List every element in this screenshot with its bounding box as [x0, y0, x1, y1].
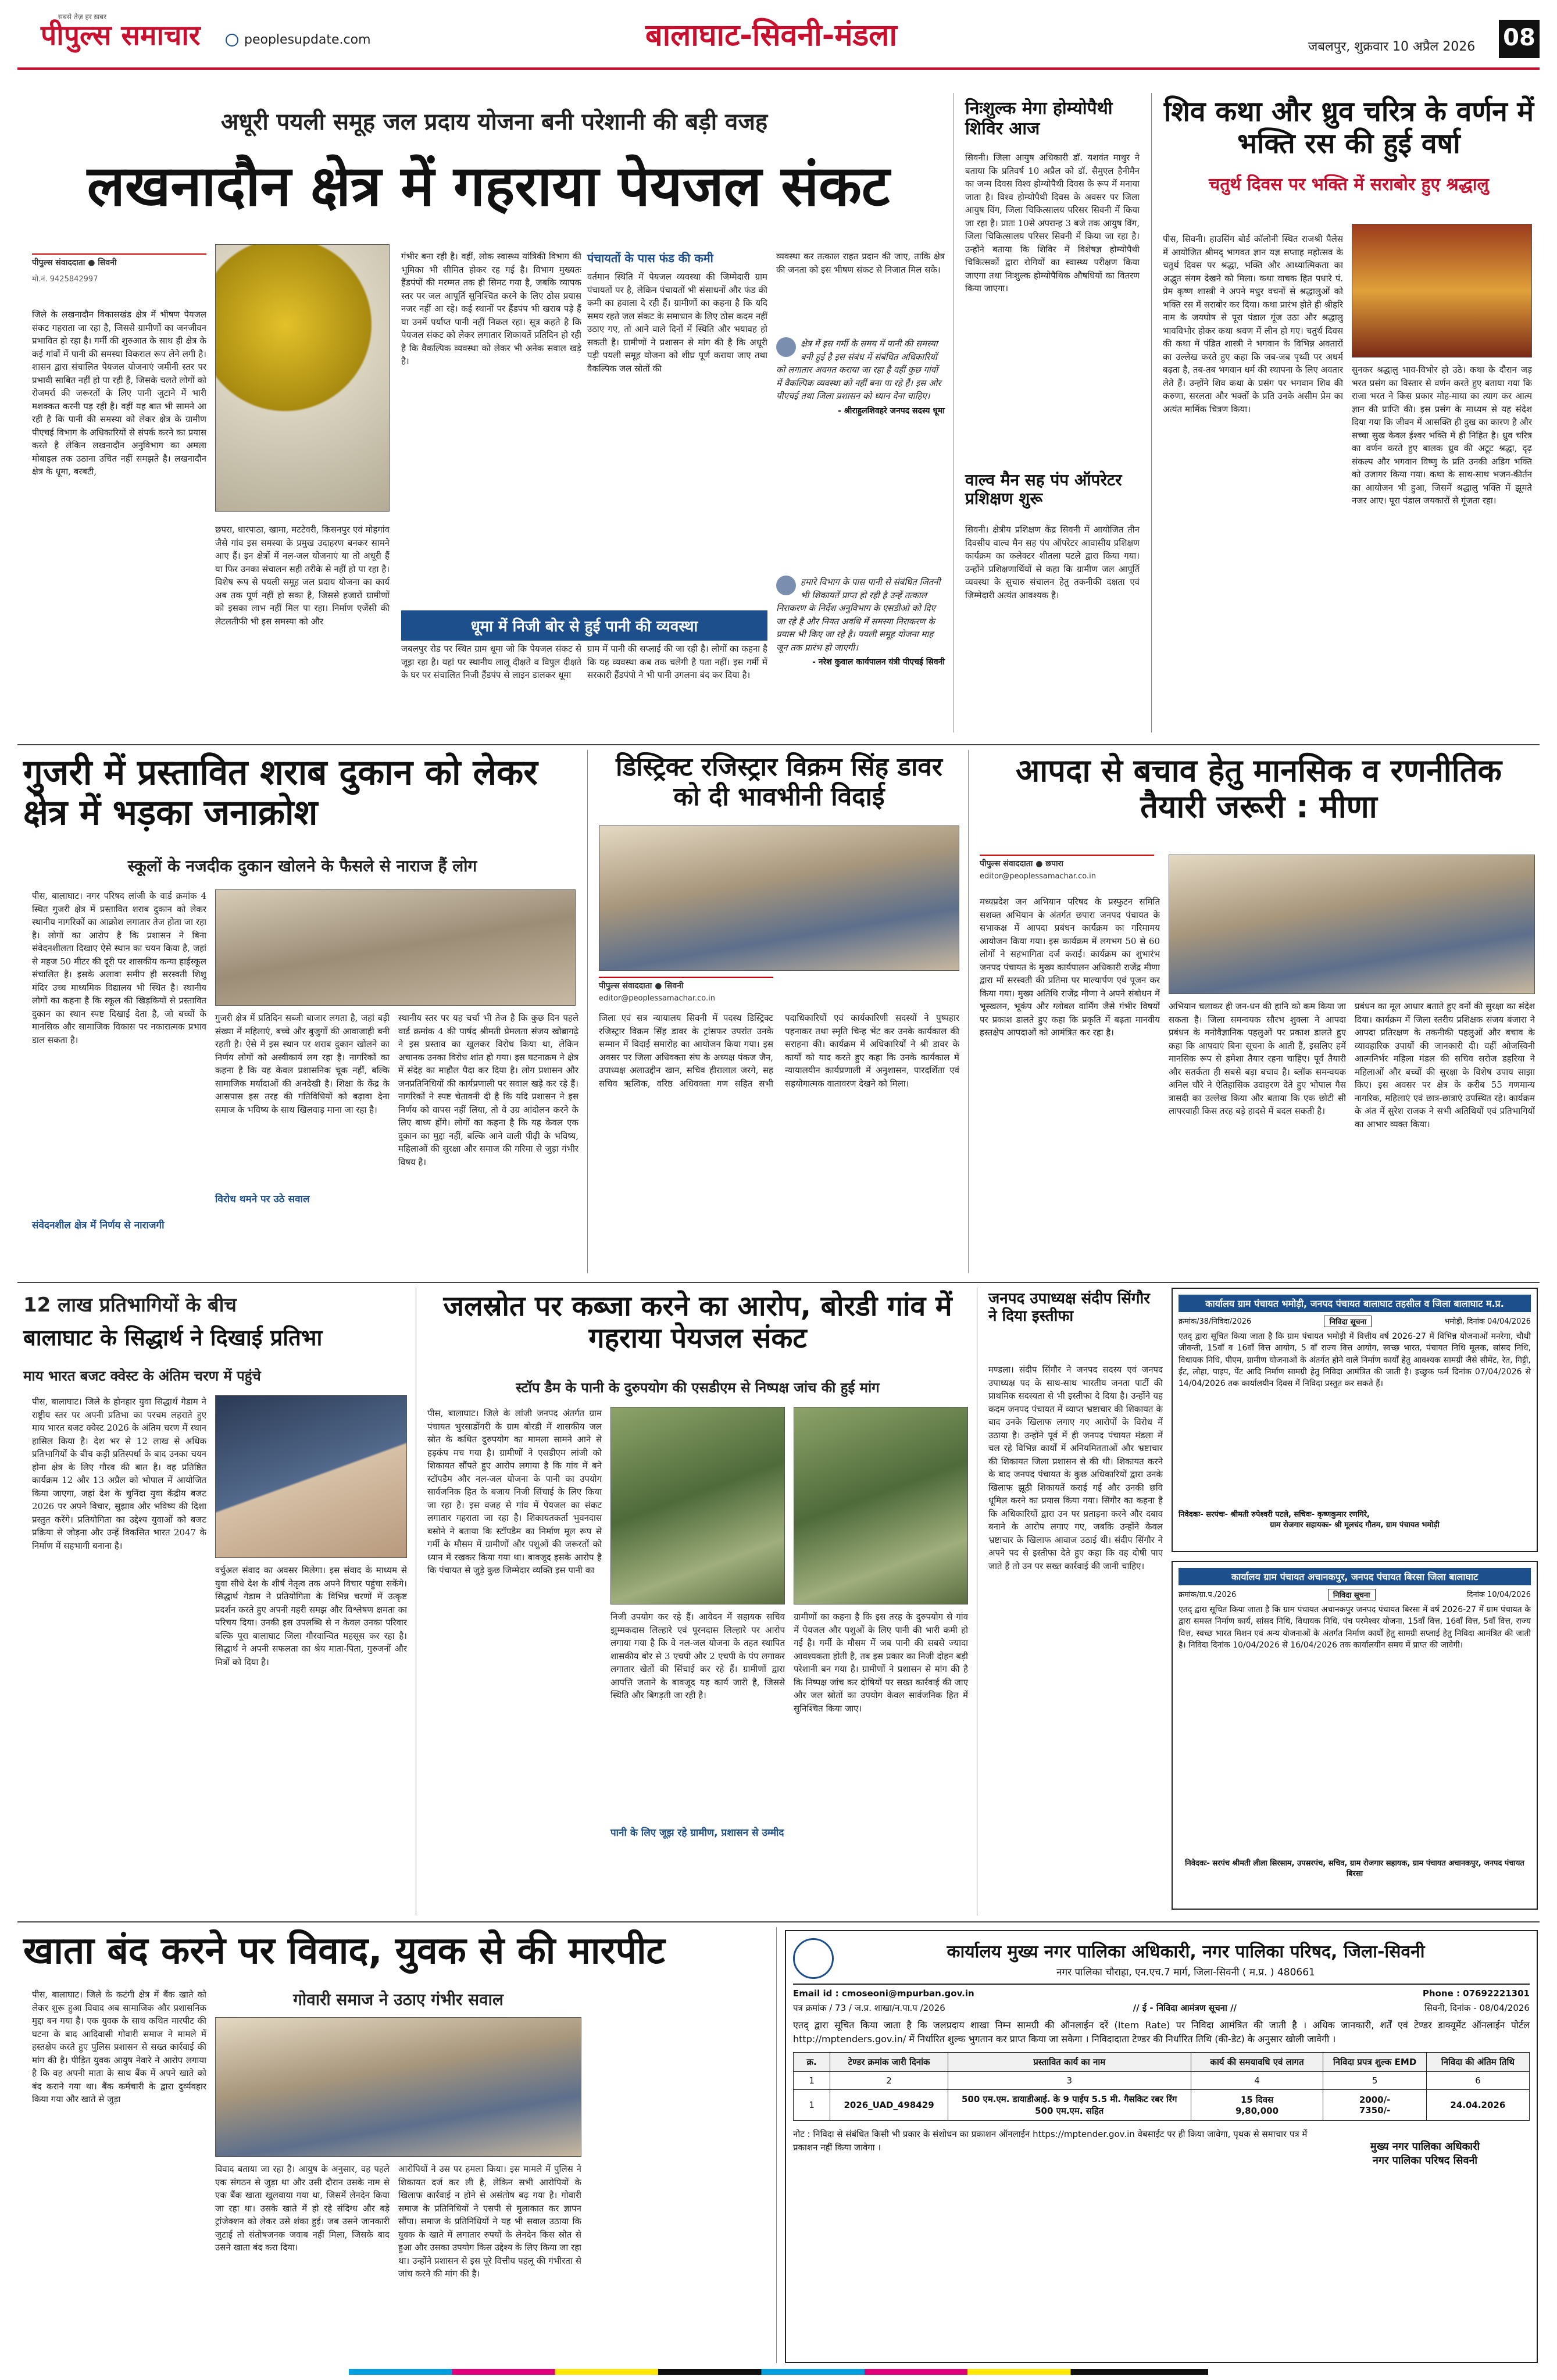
khata-body3-cont [590, 1988, 767, 2360]
notice-achanakpur-body: एतद् द्वारा सूचित किया जाता है कि ग्राम पंचायत अचानकपुर जनपद पंचायत बिरसा में वर्ष 2026-27 में ग्राम पंचायत के द्वारा समस्त निर्माण कार्य, सांसद निधि, विधायक निधि, पंच परमेश्वर योजना, 15वाँ वित्त, 16वाँ वित्त, 5वाँ वित्त, राज्य वित्त, स्वच्छ भारत मिशन एवं अन्य योजनाओं के अंतर्गत निर्माण कार्यों हेतु सामग्री सप्लाई हेतु निविदा आमंत्रित की जाती है। निविदा दिनांक 10/04/2026 से 16/04/2026 तक कार्यालयीन समय में प्राप्त की जावेगी। [1179, 1605, 1531, 1650]
tender-sign2: नगर पालिका परिषद सिवनी [1372, 2154, 1478, 2167]
registrar-email[interactable]: editor@peoplessamachar.co.in [599, 994, 715, 1003]
siddharth-body2: वर्चुअल संवाद का अवसर मिलेगा। इस संवाद के माध्यम से युवा सीधे देश के शीर्ष नेतृत्व तक अपने विचार पहुंचा सकेंगे। सिद्धार्थ गेडाम ने प्रतियोगिता के विभिन्न चरणों में उत्कृष्ट प्रदर्शन करते हुए अपनी गहरी समझ और विश्लेषण क्षमता का परिचय दिया। उनकी इस उपलब्धि से न केवल उनका परिवार बल्कि पूरा बालाघाट जिला गौरवान्वित महसूस कर रहा है। सिद्धार्थ ने अपनी सफलता का श्रेय माता-पिता, गुरुजनों और मित्रों को दिया है। [215, 1565, 407, 1667]
tender-notice [785, 1930, 1538, 2363]
tender-colnum: 2 [830, 2072, 948, 2090]
tender-ref: पत्र क्रमांक / 73 / ज.प्र. शाखा/न.पा.प /2026 [793, 2003, 945, 2013]
janpad-body: मण्डला। संदीप सिंगौर ने जनपद सदस्य एवं जनपद उपाध्यक्ष पद के साथ-साथ भारतीय जनता पार्टी की प्राथमिक सदस्यता से भी इस्तीफा दे दिया है। उन्होंने यह कदम जनपद पंचायत में व्याप्त भ्रष्टाचार की शिकायत के बाद उनके खिलाफ लगाए गए आरोपों के विरोध में उठाया है। उन्होंने पूर्व में ही जनपद पंचायत मंडला में चल रहे विभिन्न कार्यों में अनियमितताओं और भ्रष्टाचार की शिकायत जिला प्रशासन से की थी। शिकायत करने के बाद जनपद पंचायत के कुछ अधिकारियों द्वारा उनके खिलाफ झूठी शिकायतें कराई गईं और उनकी छवि धूमिल करने का प्रयास किया गया। सिंगौर का कहना है कि अधिकारियों द्वारा उन पर प्रताड़ना करने और दबाव बनाने के आरोप लगाए गए, जबकि उन्होंने केवल भ्रष्टाचार के खिलाफ आवाज उठाई थी। संदीप सिंगौर ने अपने पद से इस्तीफा देते हुए कहा कि वह दोषी पाए जाते हैं तो उन पर सख्त कार्रवाई की जानी चाहिए। [988, 1364, 1163, 1571]
registrar-byline: पीपुल्स संवाददाता ● सिवनी [599, 977, 773, 991]
tender-th-period: कार्य की समयावधि एवं लागत [1191, 2053, 1323, 2072]
jalsrot-headline: जलस्रोत पर कब्जा करने का आरोप, बोरडी गांव में गहराया पेयजल संकट [443, 1290, 952, 1355]
section-title: बालाघाट-सिवनी-मंडला [645, 18, 897, 53]
notice-bhamodi-ref: क्रमांक/38/निविदा/2026 [1179, 1317, 1252, 1326]
gujri-headline: गुजरी में प्रस्तावित शराब दुकान को लेकर क्षेत्र में भड़का जनाक्रोश [23, 752, 538, 833]
quote-naresh [776, 576, 945, 667]
tender-title: कार्यालय मुख्य नगर पालिका अधिकारी, नगर पालिका परिषद, जिला-सिवनी [947, 1942, 1425, 1962]
gujri-sub3: विरोध थमने पर उठे सवाल [215, 1193, 310, 1205]
lead-col4b: ग्राम में पानी की सप्लाई की जा रही है। लोगों का कहना है कि यह व्यवस्था कब तक चलेगी है पता नहीं। इस गर्मी में सरकारी हैंडपंपो ने भी पानी उगलना बंद कर दिया है। [587, 644, 767, 680]
gujri-subhead: स्कूलों के नजदीक दुकान खोलने के फैसले से नाराज हैं लोग [127, 856, 477, 875]
lead-col3b: जबलपुर रोड पर स्थित ग्राम धूमा जो कि पेयजल संकट से जूझ रहा है। यहां पर स्थानीय लालू दीक्षते व विपुल दीक्षते के घर पर संचालित निजी हैंडपंप से लाइन डालकर धूमा [401, 644, 581, 680]
tender-period: 15 दिवस [1240, 2095, 1274, 2105]
khata-body: पीस, बालाघाट। जिले के कटंगी क्षेत्र में बैंक खाते को लेकर शुरू हुआ विवाद अब सामाजिक और प्रशासनिक मुद्दा बन गया है। एक युवक के साथ कथित मारपीट की घटना के बाद आदिवासी गोवारी समाज ने मामले में हस्तक्षेप करते हुए पुलिस प्रशासन से सख्त कार्रवाई की मांग की है। पीड़ित युवक आयुष नेवारे ने आरोप लगाया है कि वह अपनी माता के साथ बैंक में अपने खाते को बंद कराने गया था। बैंक कर्मचारी के द्वारा दुर्व्यवहार किया गया और खाते से जुड़ा [32, 1989, 206, 2104]
lead-col2: छपरा, धारपाठा, खामा, मटटेवरी, किसनपुर एवं मोहगांव जैसे गांव इस समस्या के प्रमुख उदाहरण बनकर सामने आए हैं। इन क्षेत्रों में नल-जल योजनाएं या तो अधूरी हैं या फिर उनका संचालन सही तरीके से नहीं हो पा रहा है। विशेष रूप से पयली समूह जल प्रदाय योजना का कार्य अब तक पूर्ण नहीं हो सका है, जिससे हजारों ग्रामीणों को इसका लाभ नहीं मिल पा रहा। निर्माण एजेंसी की लेटलतीफी भी इस समस्या को और [215, 524, 390, 627]
tender-fee: 2000/- [1359, 2095, 1391, 2105]
memorandum-photo [215, 2017, 581, 2157]
valve-headline: वाल्व मैन सह पंप ऑपरेटर प्रशिक्षण शुरू [965, 470, 1122, 509]
gujri-body2: गुजरी क्षेत्र में प्रतिदिन सब्जी बाजार लगता है, जहां बड़ी संख्या में महिलाएं, बच्चे और बुजुर्गों की आवाजाही बनी रहती है। ऐसे में इस स्थान पर शराब दुकान खोलने का निर्णय लोगों को अस्वीकार्य लग रहा है। नागरिकों का कहना है कि यह केवल प्रशासनिक चूक नहीं, बल्कि सामाजिक मर्यादाओं की अनदेखी है। शिक्षा के केंद्र के आसपास इस तरह की गतिविधियों को बढ़ावा देना समाज के भविष्य के साथ खिलवाड़ माना जा रहा है। [215, 1013, 390, 1115]
registration-bar [349, 2369, 1208, 2375]
apda-headline: आपदा से बचाव हेतु मानसिक व रणनीतिक तैयारी जरूरी : मीणा [1016, 752, 1502, 826]
siddharth-body: पीस, बालाघाट। जिले के होनहार युवा सिद्धार्थ गेडाम ने राष्ट्रीय स्तर पर अपनी प्रतिभा का परचम लहराते हुए माय भारत बजट क्वेस्ट 2026 के अंतिम चरण में स्थान हासिल किया है। देश भर से 12 लाख से अधिक प्रतिभागियों के बीच कड़ी प्रतिस्पर्धा के बाद उनका चयन होना क्षेत्र के लिए गौरव की बात है। वह प्रतिष्ठित कार्यक्रम 12 और 13 अप्रैल को भोपाल में आयोजित किया जाएगा, जहां देश के चुनिंदा युवा केंद्रीय बजट 2026 पर अपने विचार, सुझाव और भविष्य की दिशा प्रस्तुत करेंगे। प्रतियोगिता का उद्देश्य युवाओं को बजट प्रक्रिया से जोड़ना और उन्हें विकसित भारत 2047 के निर्माण में सहभागी बनाना है। [32, 1396, 206, 1551]
notice-bhamodi-sign1: निवेदकः- सरपंचः- श्रीमती रुपेश्वरी पटले, सचिवः- कृष्णकुमार रणगिरे, [1179, 1510, 1370, 1519]
stopdam-photo [610, 1407, 785, 1604]
lead-col3a: गंभीर बना रही है। वहीं, लोक स्वास्थ्य यांत्रिकी विभाग की भूमिका भी सीमित होकर रह गई है। विभाग मुख्यतः हैंडपंपों की मरम्मत तक ही सिमट गया है, जबकि व्यापक स्तर पर जल आपूर्ति सुनिश्चित करने के लिए ठोस प्रयास नजर नहीं आ रहे। कई स्थानों पर हैंडपंप भी खराब पड़े हैं या उनमें पर्याप्त पानी नहीं निकल रहा। सूत्र कहते है कि पेयजल संकट को लेकर लगातार शिकायतें प्रतिदिन हो रही है कि वैकल्पिक व्यवस्था को लेकर भी अनेक सवाल खड़े है। [401, 251, 581, 366]
quote-naresh-text: हमारे विभाग के पास पानी से संबंधित जितनी भी शिकायतें प्राप्त हो रही है उन्हें तत्काल निराकरण के निर्देश अनुविभाग के एसडीओ को दिए जा रहे है और नियत अवधि में समस्या निराकरण के प्रयास भी किए जा रहे है। पयली समूह योजना माह जून तक प्रारंभ हो जाएगी। [776, 577, 941, 653]
tender-cost: 9,80,000 [1235, 2106, 1279, 2116]
quote-rahul [776, 337, 945, 416]
tender-sno: 1 [794, 2090, 830, 2121]
shiv-subhead: चतुर्थ दिवस पर भक्ति में सराबोर हुए श्रद्धालु [1209, 174, 1489, 195]
tender-colnum: 6 [1426, 2072, 1529, 2090]
tender-th-last: निविदा की अंतिम तिथि [1426, 2053, 1529, 2072]
table-row [794, 2090, 1530, 2121]
meeting-photo [1169, 855, 1535, 994]
lead-phone: मो.नं. 9425842997 [32, 275, 98, 284]
notice-achanakpur [1172, 1561, 1538, 1910]
tender-colnum: 3 [948, 2072, 1191, 2090]
tender-note: नोट : निविदा से संबंधित किसी भी प्रकार के संशोधन का प्रकाशन ऑनलाईन https://mptender.gov.in वेबसाईट पर ही किया जावेगा, पृथक से समाचार पत्र में प्रकाशन नहीं किया जावेगा । [793, 2129, 1308, 2153]
quote-rahul-by: - श्रीराहुलशिवहरे जनपद सदस्य धूमा [838, 406, 945, 416]
jalsrot-sub2: पानी के लिए जूझ रहे ग्रामीण, प्रशासन से उम्मीद [610, 1827, 784, 1839]
notice-bhamodi-body: एतद् द्वारा सूचित किया जाता है कि ग्राम पंचायत भमोड़ी में वित्तीय वर्ष 2026-27 में विभिन्न योजनाओं मनरेगा, चौथी जीवन्ती, 15वाँ व 16वाँ वित्त आयोग, 5 वाँ राज्य वित्त आयोग, स्वच्छ भारत, पंचायत निधि मूलक, सांसद निधि, विधायक निधि, पीएम, ग्रामीण योजनाओं के अंतर्गत होने वाले निर्माण कार्यों हेतु आवश्यक सामग्री जैसे सीमेंट, रेत, गिट्टी, ईंट, लोहा, पाइप, पेंट आदि निर्माण सामग्री हेतु निविदा आमंत्रित की जाती है। इच्छुक फर्म दिनांक 07/04/2026 से 14/04/2026 तक कार्यालयीन दिवस में निविदा प्रस्तुत कर सकते हैं। [1179, 1332, 1531, 1389]
lead-subhead-dhuma: धूमा में निजी बोर से हुई पानी की व्यवस्था [401, 610, 767, 641]
quote-icon [776, 576, 796, 595]
notice-achanakpur-sign: निवेदकः- सरपंच श्रीमती लीला सिरसाम, उपसरपंच, सचिव, ग्राम रोजगार सहायक, ग्राम पंचायत अचानकपुर, जनपद पंचायत बिरसा [1185, 1859, 1524, 1878]
tender-table [793, 2052, 1530, 2121]
lead-col4: वर्तमान स्थिति में पेयजल व्यवस्था की जिम्मेदारी ग्राम पंचायतों पर है, लेकिन पंचायतों भी संसाधनों और फंड की कमी का हवाला दे रही हैं। ग्रामीणों का कहना है कि यदि समय रहते जल संकट के समाधान के लिए ठोस कदम नहीं उठाए गए, तो आने वाले दिनों में स्थिति और भयावह हो सकती है। ग्रामीणों ने प्रशासन से मांग की है कि अधूरी पड़ी पयली समूह योजना को शीघ्र पूर्ण कराया जाए तथा वैकल्पिक जल स्रोतों की [587, 271, 767, 374]
tender-colnum: 5 [1323, 2072, 1426, 2090]
tender-th-no: टेण्डर क्रमांक जारी दिनांक [830, 2053, 948, 2072]
globe-icon [226, 34, 238, 47]
khata-subhead: गोवारी समाज ने उठाए गंभीर सवाल [293, 1990, 503, 2009]
jalsrot-subhead: स्टॉप डैम के पानी के दुरुपयोग की एसडीएम से निष्पक्ष जांच की हुई मांग [516, 1380, 880, 1396]
tender-period-cell [1191, 2090, 1323, 2121]
gujri-sub2: संवेदनशील क्षेत्र में निर्णय से नाराजगी [32, 1220, 165, 1231]
quote-rahul-text: क्षेत्र में इस गर्मी के समय में पानी की समस्या बनी हुई है इस संबंध में संबंधित अधिकारियों को लगातार अवगत कराया जा रहा है वहीं कुछ गांवों में वैकल्पिक व्यवस्था को नहीं बना पा रहे हैं। इस ओर पीएचई तथा जिला प्रशासन को ध्यान देना चाहिए। [776, 338, 941, 401]
quote-naresh-by: - नरेश कुवाल कार्यपालन यंत्री पीएचई सिवनी [812, 657, 945, 667]
tender-last-date: 24.04.2026 [1426, 2090, 1529, 2121]
notice-achanakpur-date: दिनांक 10/04/2026 [1467, 1591, 1531, 1599]
notice-achanakpur-ref: क्रमांक/ग्रा.प./2026 [1179, 1591, 1237, 1599]
tender-intro: एतद् द्वारा सूचित किया जाता है कि जलप्रदाय शाखा निम्न सामग्री की ऑनलाईन दरें (Item Rate) पर निविदा आमंत्रित की जाती है । अधिक जानकारी, शर्तें एवं टेण्डर डाक्यूमेंट ऑनलाईन पोर्टल http://mptenders.gov.in/ में निर्धारित शुल्क भुगतान कर प्राप्त किया जा सकेगा । निविदादाता टेण्डर की निर्धारित तिथि (की-डेट) के अनुसार खोली जावेगी । [793, 2020, 1530, 2045]
khata-body2: विवाद बताया जा रहा है। आयुष के अनुसार, वह पहले एक संगठन से जुड़ा था और उसी दौरान उसके नाम से एक बैंक खाता खुलवाया गया था, जिसमें लेनदेन किया जा रहा था। उसके खाते में हो रहे संदिग्ध और बड़े ट्रांजेक्शन को लेकर उसे शंका हुई। जब उसने जानकारी जुटाई तो संतोषजनक जवाब नहीं मिला, जिसके बाद उसने खाता बंद करा दिया। [215, 2164, 390, 2253]
page-number: 08 [1499, 20, 1540, 58]
tender-number: 2026_UAD_498429 [830, 2090, 948, 2121]
stage-photo [1352, 224, 1532, 358]
farewell-photo [599, 826, 959, 971]
lead-kicker: अधूरी पयली समूह जल प्रदाय योजना बनी परेशानी की बड़ी वजह [220, 109, 768, 135]
tender-label: // ई - निविदा आमंत्रण सूचना // [1133, 2003, 1237, 2013]
homeo-headline: निःशुल्क मेगा होम्योपैथी शिविर आज [965, 98, 1113, 139]
apda-body3: प्रबंधन का मूल आधार बताते हुए वनों की सुरक्षा का संदेश दिया। कार्यक्रम में जिला स्तरीय प्रशिक्षक संजय बंजारा ने आपदा प्रतिरक्षण के तकनीकी पहलुओं और बचाव के व्यावहारिक उपायों की जानकारी दी। वहीं ओजस्विनी आत्मनिर्भर महिला मंडल की सचिव सरोज डहरिया ने महिलाओं और बच्चों की सुरक्षा के विशेष उपाय साझा किए। इस अवसर पर क्षेत्र के करीब 55 गणमान्य नागरिक, महिलाएं एवं छात्र-छात्राएं उपस्थित रहे। कार्यक्रम के अंत में सुरेश राजक ने सभी अतिथियों एवं प्रतिभागियों का आभार व्यक्त किया। [1355, 1001, 1535, 1130]
tender-phone: Phone : 07692221301 [1422, 1988, 1530, 1999]
siddharth-subhead: माय भारत बजट क्वेस्ट के अंतिम चरण में पहुंचे [23, 1368, 261, 1384]
siddharth-kicker: 12 लाख प्रतिभागियों के बीच [23, 1293, 237, 1317]
khata-headline: खाता बंद करने पर विवाद, युवक से की मारपीट [23, 1929, 665, 1972]
gujri-body3: स्थानीय स्तर पर यह चर्चा भी तेज है कि कुछ दिन पहले वार्ड क्रमांक 4 की पार्षद श्रीमती प्रेमलता संजय खोब्रागढ़े ने इस प्रस्ताव का खुलकर विरोध किया था, लेकिन अचानक उनका विरोध शांत हो गया। इस घटनाक्रम ने क्षेत्र में संदेह का माहौल पैदा कर दिया है। लोग प्रशासन और जनप्रतिनिधियों की कार्यप्रणाली पर सवाल खड़े कर रहे हैं। नागरिकों ने स्पष्ट चेतावनी दी है कि यदि प्रशासन ने इस निर्णय को वापस नहीं लिया, तो वे उग्र आंदोलन करने के लिए बाध्य होंगे। लोगों का कहना है कि यह केवल एक दुकान का मुद्दा नहीं, बल्कि आने वाली पीढ़ी के भविष्य, महिलाओं की सुरक्षा और समाज की गरिमा से जुड़ा गंभीर विषय है। [398, 1013, 578, 1167]
notice-bhamodi-date: भमोड़ी, दिनांक 04/04/2026 [1444, 1317, 1531, 1326]
siddharth-headline: बालाघाट के सिद्धार्थ ने दिखाई प्रतिभा [23, 1325, 323, 1350]
jalsrot-body: पीस, बालाघाट। जिले के लांजी जनपद अंतर्गत ग्राम पंचायत भुरसाडोंगरी के ग्राम बोरडी में शासकीय जल स्रोत के कथित दुरुपयोग का मामला सामने आने से हड़कंप मच गया है। ग्रामीणों ने एसडीएम लांजी को शिकायत सौंपते हुए आरोप लगाया है कि गांव में बने स्टॉपडैम और नल-जल योजना के पानी का उपयोग सार्वजनिक हित के बजाय निजी सिंचाई के लिए किया जा रहा है। इस वजह से गांव में पेयजल का संकट लगातार गहराता जा रहा है। शिकायतकर्ता भुवनदास बसोने ने बताया कि स्टॉपडैम का निर्माण मूल रूप से गर्मी के मौसम में ग्रामीणों और पशुओं की जरूरतों को ध्यान में रखकर किया गया था। बावजूद इसके आरोप है कि पंचायत से जुड़े कुछ जिम्मेदार व्यक्ति इस पानी का [427, 1408, 602, 1575]
apda-byline: पीपुल्स संवाददाता ● छपारा [980, 855, 1154, 869]
masthead [17, 12, 1540, 70]
tender-date: सिवनी, दिनांक - 08/04/2026 [1424, 2003, 1530, 2013]
tender-emd: 7350/- [1359, 2105, 1391, 2115]
tender-work: 500 एम.एम. डायाडीआई. के 9 पाईप 5.5 मी. गैसकिट रबर रिंग 500 एम.एम. सहित [948, 2090, 1191, 2121]
apda-email[interactable]: editor@peoplessamachar.co.in [980, 872, 1096, 881]
valve-body: सिवनी। क्षेत्रीय प्रशिक्षण केंद्र सिवनी में आयोजित तीन दिवसीय वाल्व मैन सह पंप ऑपरेटर आवासीय प्रशिक्षण कार्यक्रम का कलेक्टर शीतला पटले द्वारा किया गया। उन्होंने प्रशिक्षणार्थियों से कहा कि ग्रामीण जल आपूर्ति व्यवस्था के सुचारु संचालन हेतु तकनीकी दक्षता एवं जिम्मेदारी अत्यंत आवश्यक है। [965, 524, 1140, 601]
notice-bhamodi [1172, 1288, 1538, 1552]
lead-col5: व्यवस्था कर तत्काल राहत प्रदान की जाए, ताकि क्षेत्र की जनता को इस भीषण संकट से निजात मिल सके। [776, 251, 945, 275]
website[interactable]: peoplesupdate.com [244, 33, 371, 47]
siddharth-photo [215, 1395, 407, 1558]
quote-icon [776, 337, 796, 357]
registrar-headline: डिस्ट्रिक्ट रजिस्ट्रार विक्रम सिंह डावर को दी भावभीनी विदाई [616, 752, 942, 812]
registrar-body: जिला एवं सत्र न्यायालय सिवनी में पदस्थ डिस्ट्रिक्ट रजिस्ट्रार विक्रम सिंह डावर के ट्रांसफर उपरांत उनके सम्मान में विदाई समारोह का आयोजन किया गया। इस अवसर पर जिला अधिवक्ता संघ के अध्यक्ष पंकज जैन, उपाध्यक्ष अलाउद्दीन खान, सचिव हीरालाल जरगे, सह सचिव ऋत्विक, वरिष्ठ अधिवक्ता गण सहित सभी पदाधिकारियों एवं कार्यकारिणी सदस्यों ने पुष्पहार पहनाकर तथा स्मृति चिन्ह भेंट कर उनके कार्यकाल की सराहना की। कार्यक्रम में अधिकारियों ने श्री डावर के कार्यों को याद करते हुए कहा कि उनके कार्यकाल में न्यायालयीन कार्यप्रणाली में अनुशासन, पारदर्शिता एवं सहयोगात्मक वातावरण देखने को मिला। [599, 1013, 959, 1089]
tender-colnum: 1 [794, 2072, 830, 2090]
notice-achanakpur-title: कार्यालय ग्राम पंचायत अचानकपुर, जनपद पंचायत बिरसा जिला बालाघाट [1179, 1568, 1531, 1585]
janpad-headline: जनपद उपाध्यक्ष संदीप सिंगौर ने दिया इस्तीफा [988, 1290, 1150, 1325]
shiv-body2: सुनकर श्रद्धालु भाव-विभोर हो उठे। कथा के दौरान जड़ भरत प्रसंग का विस्तार से वर्णन करते हुए बताया गया कि राजा भरत ने किस प्रकार मोह-माया का त्याग कर आत्म ज्ञान की प्राप्ति की। इस प्रसंग के माध्यम से यह संदेश दिया गया कि जीवन में आसक्ति ही दुख का कारण है और सच्चा सुख केवल ईश्वर भक्ति में ही निहित है। ध्रुव चरित्र का वर्णन करते हुए बालक ध्रुव की अटूट श्रद्धा, दृढ़ संकल्प और भगवान विष्णु के प्रति उनकी अडिग भक्ति को उजागर किया गया। कथा के साथ-साथ भजन-कीर्तन का आयोजन भी हुआ, जिसमें श्रद्धालु भक्ति में झूमते नजर आए। पूरा पंडाल जयकारों से गूंजता रहा। [1352, 364, 1532, 506]
lead-headline: लखनादौन क्षेत्र में गहराया पेयजल संकट [87, 153, 890, 219]
tender-address: नगर पालिका चौराहा, एन.एच.7 मार्ग, जिला-सिवनी ( म.प्र. ) 480661 [1056, 1967, 1315, 1978]
shop-photo [215, 889, 576, 1006]
dateline: जबलपुर, शुक्रवार 10 अप्रैल 2026 [1308, 40, 1476, 54]
jalsrot-body2: निजी उपयोग कर रहे हैं। आवेदन में सहायक सचिव झुम्मकदास लिल्हारे एवं पूरनदास लिल्हारे पर आरोप लगाया गया है कि वे नल-जल योजना के तहत स्थापित शासकीय बोर से 3 एचपी और 2 एचपी के पंप लगाकर लगातार खेतों की सिंचाई कर रहे हैं। ग्रामीणों द्वारा आपत्ति जताने के बावजूद यह कार्य जारी है, जिससे स्थिति और बिगड़ती जा रही है। [610, 1611, 785, 1700]
emblem-icon [793, 1938, 834, 1979]
lead-col1: जिले के लखनादौन विकासखंड क्षेत्र में भीषण पेयजल संकट गहराता जा रहा है, जिससे ग्रामीणों का जनजीवन प्रभावित हो रहा है। गर्मी की शुरुआत के साथ ही क्षेत्र के कई गांवों में पानी की समस्या विकराल रूप लेने लगी है। शासन द्वारा संचालित पेयजल योजनाएं जमीनी स्तर पर प्रभावी साबित नहीं हो पा रही हैं, जिसके चलते लोगों को रोजमर्रा की जरूरतों के लिए पानी जुटाने में भारी मशक्कत करनी पड़ रही है। वहीं यह बात भी सामने आ रही है कि पानी की समस्या को लेकर क्षेत्र के ग्रामीण पीएचई विभाग के अधिकारियों से संपर्क करने का प्रयास करते है लेकिन लखनादौन अनुविभाग का अमला मोबाइल तक उठाना उचित नहीं समझते है। लखनादौन क्षेत्र के धूमा, बरबटी, [32, 309, 206, 477]
tender-sign1: मुख्य नगर पालिका अधिकारी [1370, 2140, 1480, 2153]
apda-body2: अभियान चलाकर ही जन-धन की हानि को कम किया जा सकता है। जिला समन्वयक सौरभ शुक्ला ने आपदा प्रबंधन के मनोवैज्ञानिक पहलुओं पर प्रकाश डालते हुए कहा कि आपदाएं बिना सूचना के आती हैं, इसलिए हमें मानसिक रूप से हमेशा तैयार रहना चाहिए। पूर्व तैयारी और सतर्कता ही सबसे बड़ा बचाव है। ब्लॉक समन्वयक अनिल चौरे ने ऐतिहासिक उदाहरण देते हुए भोपाल गैस त्रासदी का उल्लेख किया और बताया कि एक छोटी सी लापरवाही किस तरह बड़े हादसे में बदल सकती है। [1169, 1001, 1346, 1116]
homeo-body: सिवनी। जिला आयुष अधिकारी डॉ. यशवंत माथुर ने बताया कि प्रतिवर्ष 10 अप्रैल को डॉ. सैमुएल हैनीमैन का जन्म दिवस विश्व होम्योपैथी दिवस के रूप में मनाया जाता है। विश्व होम्योपैथी दिवस के अवसर पर जिला आयुष विंग, जिला चिकित्सालय परिसर सिवनी में किया जा रहा है। प्रातः 10से अपरान्ह 3 बजे तक आयुष विंग, जिला चिकित्सालय परिसर सिवनी में किया जा रहा है। उन्होंने बताया कि शिविर में विशेषज्ञ होम्योपैथी चिकित्सकों द्वारा रोगियों का स्वास्थ्य परीक्षण किया जाएगा तथा निःशुल्क होम्योपैथिक औषधियों का वितरण किया जाएगा। [965, 152, 1140, 294]
jalsrot-body3: ग्रामीणों का कहना है कि इस तरह के दुरुपयोग से गांव में पेयजल और पशुओं के लिए पानी की भारी कमी हो गई है। गर्मी के मौसम में जब पानी की सबसे ज्यादा आवश्यकता होती है, तब इस प्रकार का निजी दोहन बड़ी परेशानी बन गया है। ग्रामीणों ने प्रशासन से मांग की है कि निष्पक्ष जांच कर दोषियों पर सख्त कार्रवाई की जाए और जल स्रोतों का उपयोग केवल सार्वजनिक हित में सुनिश्चित किया जाए। [794, 1611, 968, 1714]
faucet-photo [215, 244, 390, 512]
tender-colnum: 4 [1191, 2072, 1323, 2090]
notice-bhamodi-sign2: ग्राम रोजगार सहायकः- श्री मूलचंद गौतम, ग्राम पंचायत भमोड़ी [1270, 1521, 1440, 1530]
gujri-body1: पीस, बालाघाट। नगर परिषद लांजी के वार्ड क्रमांक 4 स्थित गुजरी क्षेत्र में प्रस्तावित शराब दुकान को लेकर स्थानीय नागरिकों का आक्रोश लगातार तेज होता जा रहा है। लोगों का आरोप है कि प्रशासन ने बिना संवेदनशीलता दिखाए ऐसे स्थान का चयन किया है, जहां से महज 50 मीटर की दूरी पर शासकीय कन्या हाईस्कूल संचालित है। इसके अलावा समीप ही सरस्वती शिशु मंदिर उच्च माध्यमिक विद्यालय भी स्थित है। स्थानीय लोगों का कहना है कि स्कूल की खिड़कियों से प्रस्तावित दुकान का स्थान स्पष्ट दिखाई देता है, जो बच्चों के मानसिक और सामाजिक विकास पर नकारात्मक प्रभाव डाल सकता है। [32, 891, 206, 1045]
notice-bhamodi-title: कार्यालय ग्राम पंचायत भमोड़ी, जनपद पंचायत बालाघाट तहसील व जिला बालाघाट म.प्र. [1179, 1295, 1531, 1312]
notice-achanakpur-label: निविदा सूचना [1328, 1589, 1376, 1600]
bore-photo [794, 1407, 968, 1604]
tender-email[interactable]: Email id : cmoseoni@mpurban.gov.in [793, 1988, 974, 1999]
shiv-body: पीस, सिवनी। हाउसिंग बोर्ड कॉलोनी स्थित राजश्री पैलेस में आयोजित श्रीमद् भागवत ज्ञान यज्ञ सप्ताह महोत्सव के चतुर्थ दिवस पर श्रद्धा, भक्ति और आध्यात्मिकता का अद्भुत संगम देखने को मिला। कथा वाचक हित पधारे पं. प्रेम कृष्ण शास्त्री ने अपने मधुर वचनों से श्रद्धालुओं को भक्ति रस में सराबोर कर दिया। कथा प्रारंभ होते ही श्रीहरि नाम के जयघोष से पूरा पंडाल गूंज उठा और श्रद्धालु भावविभोर होकर कथा श्रवण में लीन हो गए। चतुर्थ दिवस की कथा में पंडित शास्त्री ने भगवान के विभिन्न अवतारों का उल्लेख करते हुए कहा कि जब-जब पृथ्वी पर अधर्म बढ़ता है, तब-तब भगवान धर्म की स्थापना के लिए अवतार लेते हैं। उन्होंने शिव कथा के प्रसंग पर भगवान शिव की करुणा, सरलता और भक्तों के प्रति उनके असीम प्रेम का अत्यंत मार्मिक चित्रण किया। [1163, 234, 1343, 414]
notice-bhamodi-label: निविदा सूचना [1324, 1316, 1372, 1327]
tender-th-work: प्रस्तावित कार्य का नाम [948, 2053, 1191, 2072]
lead-byline: पीपुल्स संवाददाता ● सिवनी [32, 253, 206, 268]
logo-tag: सबसे तेज़ हर ख़बर [58, 13, 107, 21]
tender-fee-cell [1323, 2090, 1426, 2121]
shiv-headline: शिव कथा और ध्रुव चरित्र के वर्णन में भक्ति रस की हुई वर्षा [1163, 95, 1534, 160]
paper-logo: पीपुल्स समाचार [41, 19, 201, 52]
khata-body3: आरोपियों ने उस पर हमला किया। इस मामले में पुलिस ने शिकायत दर्ज कर ली है, लेकिन सभी आरोपियों के खिलाफ कार्रवाई न होने से असंतोष बढ़ गया है। गोवारी समाज के प्रतिनिधियों ने एसपी से मुलाकात कर ज्ञापन सौंपा। समाज के प्रतिनिधियों ने यह भी सवाल उठाया कि युवक के खाते में लगातार रुपयों के लेनदेन किस स्रोत से हुआ और उसका उपयोग किस उद्देश्य के लिए किया जा रहा था। उन्होंने प्रशासन से इस पूरे वित्तीय पहलू की गंभीरता से जांच करने की मांग की है। [398, 2164, 581, 2279]
lead-subhead-fund: पंचायतों के पास फंड की कमी [587, 251, 713, 265]
tender-th-fee: निविदा प्रपत्र शुल्क EMD [1323, 2053, 1426, 2072]
apda-body: मध्यप्रदेश जन अभियान परिषद के प्रस्फुटन समिति सशक्त अभियान के अंतर्गत छपारा जनपद पंचायत के सभाकक्ष में आपदा प्रबंधन कार्यक्रम का गरिमामय आयोजन किया गया। इस कार्यक्रम में लगभग 50 से 60 लोगों ने सहभागिता दर्ज कराई। कार्यक्रम का शुभारंभ जनपद पंचायत के मुख्य कार्यपालन अधिकारी राजेंद्र मीणा द्वारा माँ सरस्वती की प्रतिमा पर माल्यार्पण एवं पूजन कर किया गया। मुख्य अतिथि राजेंद्र मीणा ने अपने संबोधन में भूस्खलन, भूकंप और ग्लोबल वार्मिंग जैसे गंभीर विषयों पर प्रकाश डालते हुए कहा कि प्रकृति में बढ़ता मानवीय हस्तक्षेप आपदाओं को आमंत्रित कर रहा है। [980, 896, 1160, 1038]
tender-th-sno: क्र. [794, 2053, 830, 2072]
